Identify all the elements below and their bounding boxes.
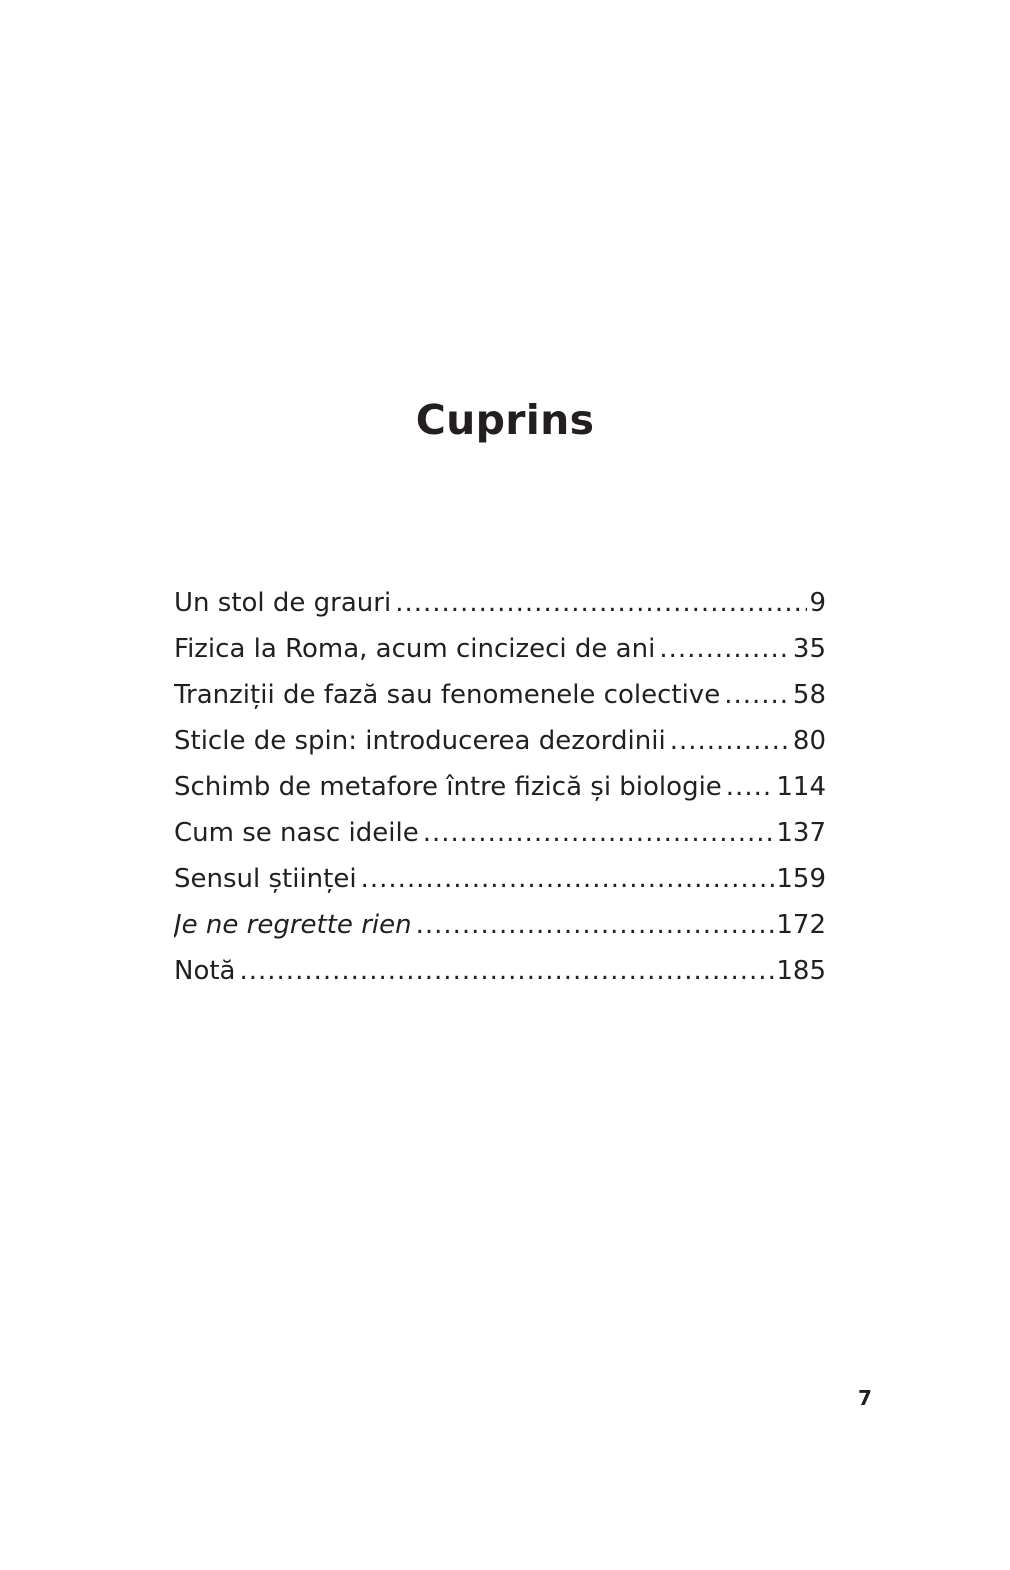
- toc-leader-dots: [423, 810, 775, 856]
- toc-entry-title: Sensul științei: [174, 864, 357, 894]
- toc-leader-dots: [395, 580, 807, 626]
- toc-entry[interactable]: [174, 718, 826, 764]
- toc-leader-dots: [726, 764, 775, 810]
- toc-entry-title: Sticle de spin: introducerea dezordinii: [174, 726, 666, 756]
- toc-leader-dots: [724, 672, 791, 718]
- toc-entry-page: 137: [776, 818, 826, 848]
- toc-leader-dots: [361, 856, 775, 902]
- toc-entry-title: Je ne regrette rien: [174, 910, 412, 940]
- toc-entry[interactable]: [174, 948, 826, 994]
- toc-entry-title: Tranziții de fază sau fenomenele colective: [174, 680, 721, 710]
- toc-entry-title: Un stol de grauri: [174, 588, 392, 618]
- toc-entry-page: 9: [809, 588, 826, 618]
- toc-entry[interactable]: [174, 626, 826, 672]
- toc-leader-dots: [239, 948, 774, 994]
- toc-entry[interactable]: [174, 856, 826, 902]
- toc-entry[interactable]: [174, 672, 826, 718]
- toc-entry[interactable]: [174, 764, 826, 810]
- toc-entry-page: 80: [792, 726, 826, 756]
- toc-leader-dots: [659, 626, 791, 672]
- toc-entry-page: 58: [792, 680, 826, 710]
- table-of-contents: [174, 580, 826, 994]
- toc-entry[interactable]: [174, 810, 826, 856]
- toc-entry-page: 114: [776, 772, 826, 802]
- toc-leader-dots: [670, 718, 791, 764]
- toc-entry-page: 159: [776, 864, 826, 894]
- toc-entry-title: Cum se nasc ideile: [174, 818, 419, 848]
- toc-leader-dots: [416, 902, 775, 948]
- toc-entry-page: 185: [776, 956, 826, 986]
- page-number: 7: [858, 1386, 872, 1410]
- toc-entry-title: Notă: [174, 956, 236, 986]
- toc-entry-page: 35: [792, 634, 826, 664]
- page-title: Cuprins: [415, 396, 595, 444]
- toc-entry-title: Schimb de metafore între fizică și biologie: [174, 772, 722, 802]
- toc-entry-page: 172: [776, 910, 826, 940]
- toc-entry-title: Fizica la Roma, acum cincizeci de ani: [174, 634, 656, 664]
- toc-entry[interactable]: [174, 580, 826, 626]
- toc-entry[interactable]: [174, 902, 826, 948]
